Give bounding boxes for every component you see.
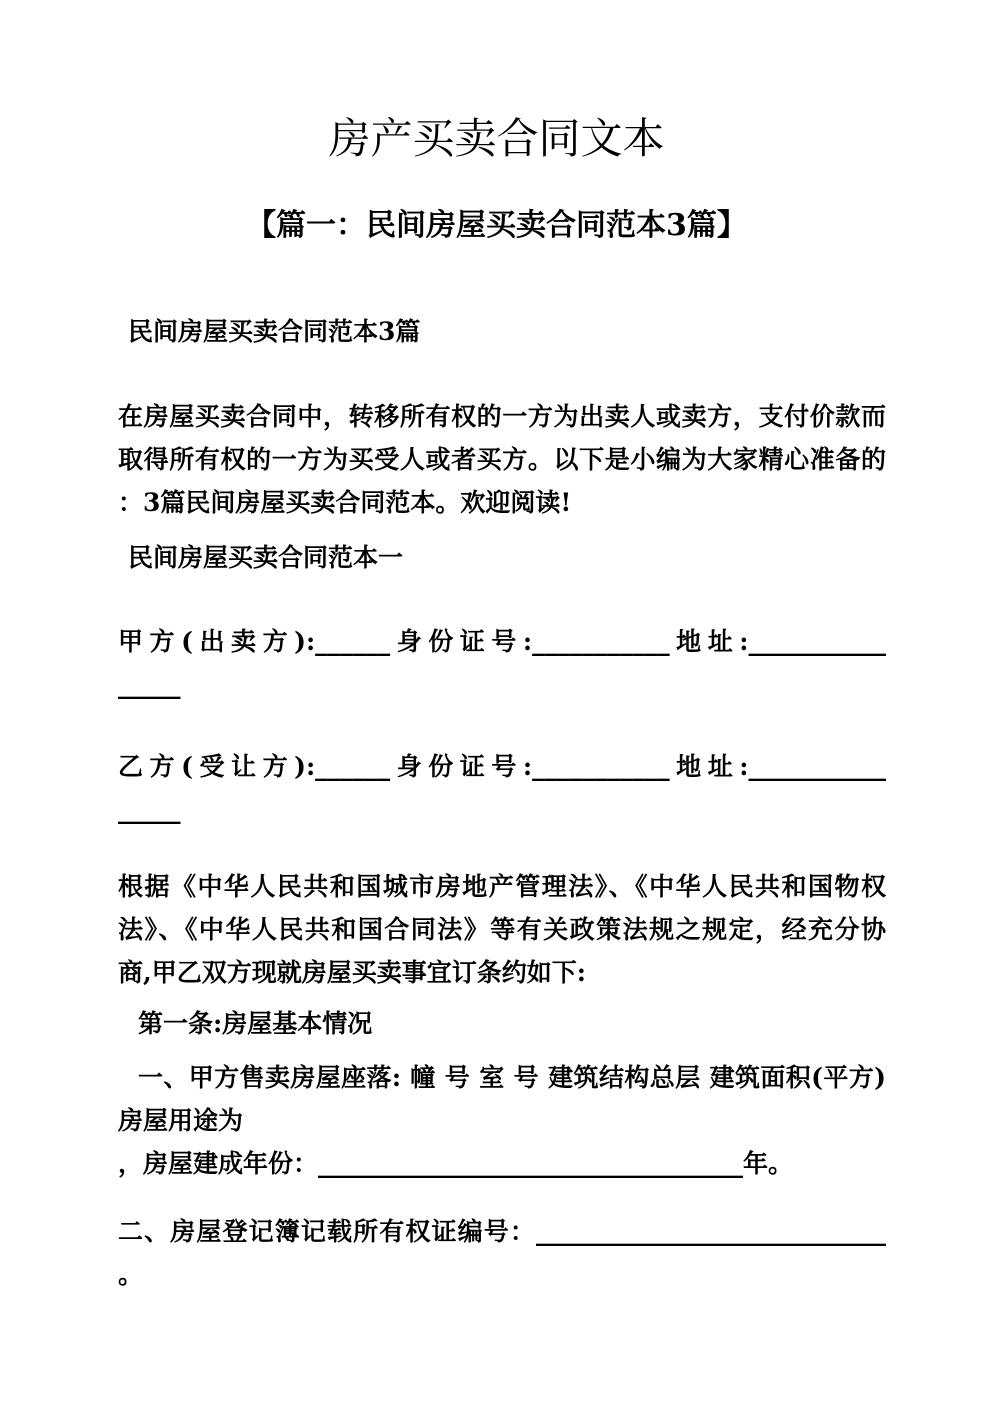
article-1-item-1-line: ，房屋建成年份：__________________________________年。 — [118, 1149, 794, 1178]
article-1-item-2-line: 二、房屋登记簿记载所有权证编号：____________________________ — [118, 1217, 886, 1246]
legal-basis-line: 商,甲乙双方现就房屋买卖事宜订条约如下: — [118, 958, 586, 987]
intro-paragraph — [118, 395, 886, 524]
article-1-item-2 — [118, 1210, 886, 1296]
intro-line: 在房屋买卖合同中，转移所有权的一方为出卖人或卖方，支付价款而 — [118, 402, 886, 431]
section-heading-2: 民间房屋买卖合同范本一 — [128, 543, 404, 572]
article-1-item-1 — [118, 1056, 886, 1185]
legal-basis-line: 法》、《中华人民共和国合同法》等有关政策法规之规定，经充分协 — [118, 915, 886, 944]
article-1-heading: 第一条:房屋基本情况 — [138, 1009, 373, 1038]
doc-body — [0, 310, 993, 1296]
legal-basis-paragraph — [118, 865, 886, 994]
article-1-item-1-line: 房屋用途为 — [118, 1106, 244, 1135]
intro-line: ：3篇民间房屋买卖合同范本。欢迎阅读! — [118, 488, 572, 517]
period-line: 。 — [118, 1260, 144, 1289]
party-a-block — [118, 620, 886, 706]
article-1-item-1-line: 一、甲方售卖房屋座落: 幢 号 室 号 建筑结构总层 建筑面积(平方) — [138, 1063, 886, 1092]
doc-title: 房产买卖合同文本 — [328, 114, 665, 163]
party-b-line: _____ — [118, 795, 181, 824]
party-a-line: 甲方(出卖方):______身份证号:___________地址:___________ — [118, 627, 887, 656]
doc-subtitle: 【篇一：民间房屋买卖合同范本3篇】 — [246, 208, 747, 243]
party-b-line: 乙方(受让方):______身份证号:___________地址:___________ — [118, 752, 887, 781]
legal-basis-line: 根据《中华人民共和国城市房地产管理法》、《中华人民共和国物权 — [118, 872, 886, 901]
party-b-block — [118, 745, 886, 831]
section-heading-1: 民间房屋买卖合同范本3篇 — [128, 317, 421, 346]
intro-line: 取得所有权的一方为买受人或者买方。以下是小编为大家精心准备的 — [118, 445, 886, 474]
party-a-line: _____ — [118, 670, 181, 699]
